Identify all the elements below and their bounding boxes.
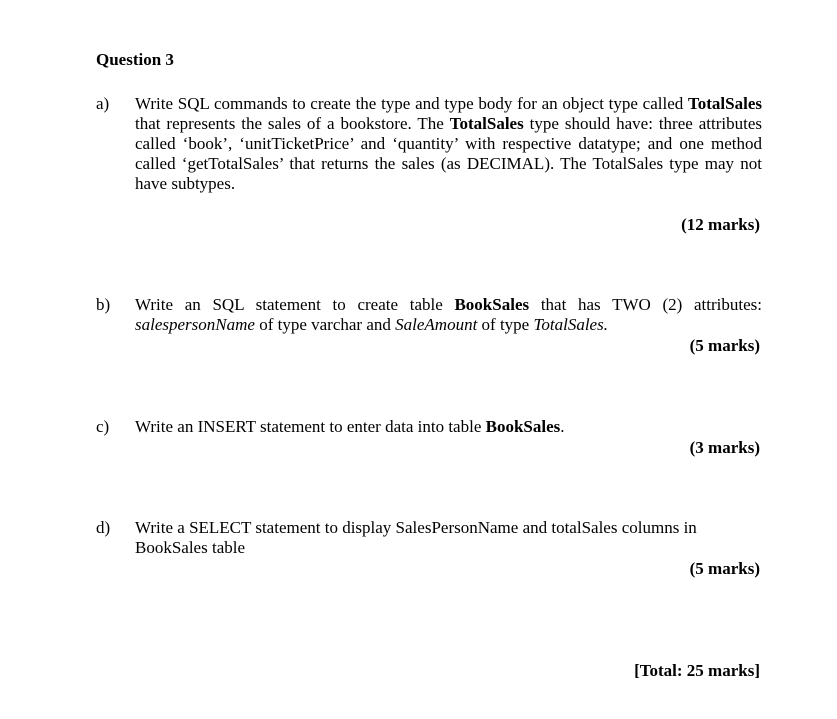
part-c-text: Write an INSERT statement to enter data into table BookSales. [135, 417, 565, 436]
part-d-text: Write a SELECT statement to display SalesPersonName and totalSales columns in BookSales table [135, 518, 697, 557]
part-b-label: b) [96, 295, 111, 314]
part-d-label: d) [96, 518, 111, 537]
total-marks: [Total: 25 marks] [634, 661, 760, 680]
part-d-marks: (5 marks) [689, 559, 760, 578]
part-a-marks: (12 marks) [681, 215, 760, 234]
part-c-label: c) [96, 417, 110, 436]
part-c-marks: (3 marks) [689, 438, 760, 457]
question-title: Question 3 [96, 50, 174, 69]
part-b-text: Write an SQL statement to create table BookSales that has TWO (2) attributes: salespersonName of type varchar and SaleAmount of type TotalSales. [135, 295, 762, 334]
part-b-marks: (5 marks) [689, 336, 760, 355]
part-a-text: Write SQL commands to create the type and type body for an object type called TotalSales that represents the sales of a bookstore. The TotalSales type should have: three attributes called ‘book’, ‘unitTicketPrice’ and ‘quantity’ with respective datatype; and one method called ‘getTotalSales’ that returns the sales (as DECIMAL). The TotalSales type may not have subtypes. [135, 94, 762, 193]
part-a-label: a) [96, 94, 110, 113]
